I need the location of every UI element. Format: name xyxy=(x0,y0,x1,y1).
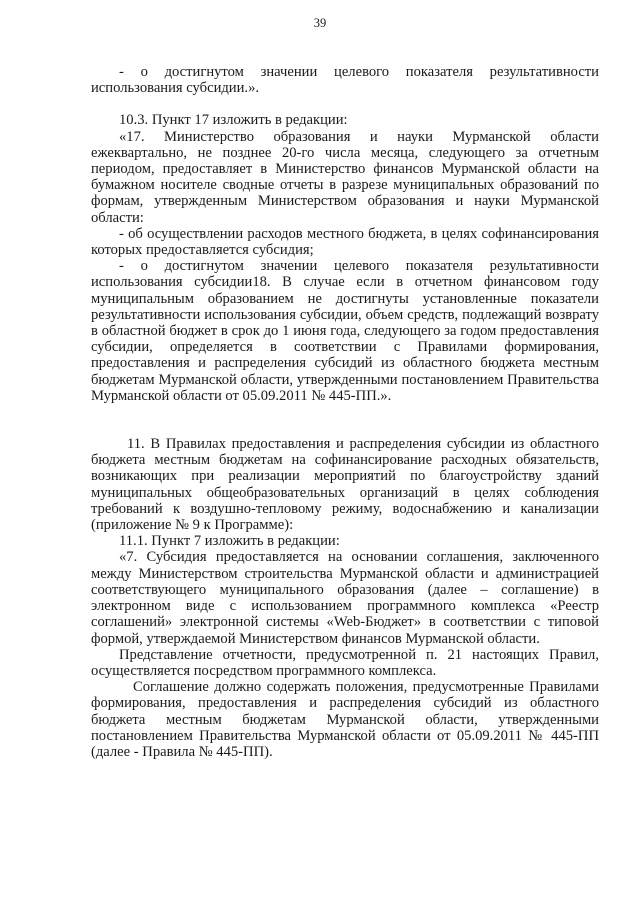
document-body xyxy=(91,64,599,760)
page-number: 39 xyxy=(313,16,327,30)
paragraph-item-17: «17. Министерство образования и науки Мурманской области ежеквартально, не позднее 20-го числа месяца, следующего за отчетным периодом, предоставляет в Министерство финансов Мурманской области на бумажном носителе сводные отчеты в разрезе муниципальных образований по формам, утвержденным Министерством образования и науки Мурманской области: xyxy=(91,128,599,226)
paragraph-11-1-heading: 11.1. Пункт 7 изложить в редакции: xyxy=(119,533,340,550)
paragraph-agreement-contents: Соглашение должно содержать положения, предусмотренные Правилами формирования, предоставления и распределения субсидий из областного бюджета местным бюджетам Мурманской области, утвержденными постановлением Правительства Мурманской области от 05.09.2011 № 445-ПП (далее - Правила № 445-ПП). xyxy=(91,679,599,760)
paragraph-indicator-report: - о достигнутом значении целевого показателя результативности использования субсидии18. В случае если в отчетном финансовом году муниципальным образованием не достигнуты установленные показатели результативности использования субсидии, объем средств, подлежащий возврату в областной бюджет в срок до 1 июня года, следующего за годом предоставления субсидии, определяется в соответствии с Правилами формирования, предоставления и распределения субсидий из областного бюджета местным бюджетам Мурманской области, утвержденными постановлением Правительства Мурманской области от 05.09.2011 № 445-ПП.». xyxy=(91,258,599,404)
paragraph-indicator-usage: - о достигнутом значении целевого показателя результативности использования субсидии.». xyxy=(91,64,599,97)
paragraph-11-heading: 11. В Правилах предоставления и распределения субсидии из областного бюджета местным бюджетам на софинансирование расходных обязательств, возникающих при реализации мероприятий по благоустройству зданий муниципальных общеобразовательных организаций в целях соблюдения требований к воздушно-тепловому режиму, водоснабжению и канализации (приложение № 9 к Программе): xyxy=(91,436,599,534)
paragraph-10-3-heading: 10.3. Пункт 17 изложить в редакции: xyxy=(119,112,348,129)
paragraph-item-7: «7. Субсидия предоставляется на основании соглашения, заключенного между Министерством строительства Мурманской области и администрацией соответствующего муниципального образования (далее – соглашение) в электронном виде с использованием программного комплекса «Реестр соглашений» электронной системы «Web-Бюджет» в соответствии с типовой формой, утверждаемой Министерством финансов Мурманской области. xyxy=(91,549,599,647)
paragraph-expenses-report: - об осуществлении расходов местного бюджета, в целях софинансирования которых предоставляется субсидия; xyxy=(91,225,599,259)
paragraph-reporting: Представление отчетности, предусмотренной п. 21 настоящих Правил, осуществляется посредством программного комплекса. xyxy=(91,646,599,679)
